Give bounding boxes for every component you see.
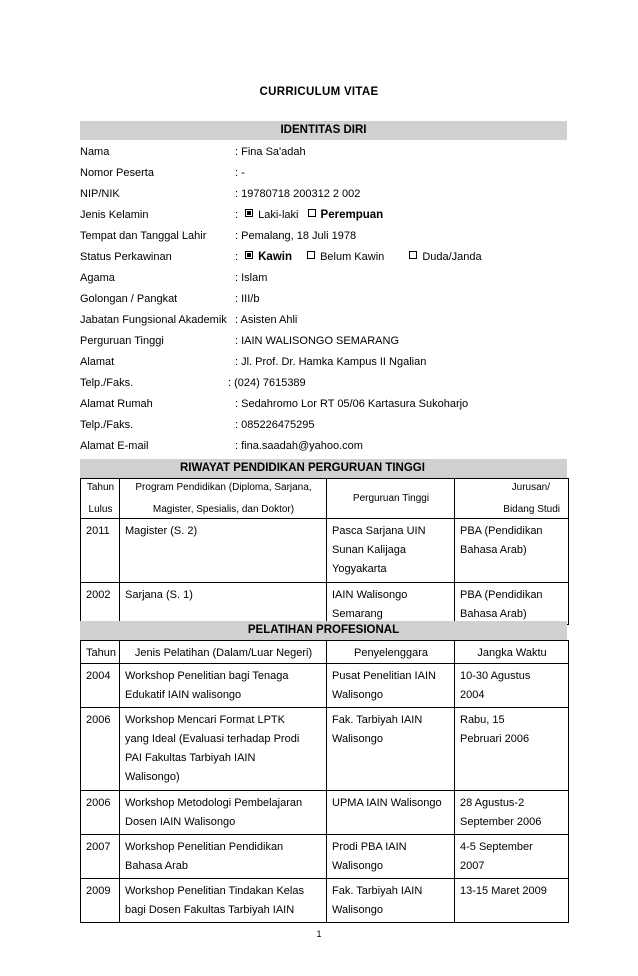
cell-waktu: Rabu, 15 Pebruari 2006 (455, 708, 569, 791)
cell-jurusan: PBA (Pendidikan Bahasa Arab) (455, 583, 569, 625)
id-row-telp-kantor (80, 373, 567, 394)
header-program: Program Pendidikan (Diploma, Sarjana, Magister, Spesialis, dan Doktor) (120, 479, 327, 519)
id-row-jenis-kelamin (80, 205, 567, 226)
identitas-list (80, 142, 567, 457)
gender-option-laki-laki: Laki-laki (245, 205, 298, 226)
id-value: : Jl. Prof. Dr. Hamka Kampus II Ngalian (235, 356, 427, 368)
id-value: : 19780718 200312 2 002 (235, 188, 361, 200)
cell-jurusan: PBA (Pendidikan Bahasa Arab) (455, 519, 569, 583)
cell-jenis: Workshop Penelitian Tindakan Kelas bagi Dosen Fakultas Tarbiyah IAIN (120, 879, 327, 923)
cell-penyelenggara: UPMA IAIN Walisongo (327, 791, 455, 835)
id-value: : fina.saadah@yahoo.com (235, 440, 363, 452)
id-row-perguruan-tinggi (80, 331, 567, 352)
pendidikan-heading: RIWAYAT PENDIDIKAN PERGURUAN TINGGI (80, 459, 567, 478)
id-label: NIP/NIK (80, 188, 120, 200)
cell-tahun: 2009 (81, 879, 120, 923)
cell-tahun: 2004 (81, 664, 120, 708)
table-row (81, 879, 569, 923)
cell-waktu: 13-15 Maret 2009 (455, 879, 569, 923)
id-value: : 085226475295 (235, 419, 315, 431)
identitas-heading: IDENTITAS DIRI (80, 121, 567, 140)
id-label: Status Perkawinan (80, 251, 172, 263)
gender-option-perempuan: Perempuan (308, 205, 384, 226)
cell-jenis: Workshop Metodologi Pembelajaran Dosen IAIN Walisongo (120, 791, 327, 835)
marital-option-belum-kawin: Belum Kawin (307, 247, 384, 268)
id-label: Nomor Peserta (80, 167, 154, 179)
marital-option-duda-janda: Duda/Janda (409, 247, 481, 268)
table-row (81, 791, 569, 835)
header-tahun: Tahun (81, 641, 120, 664)
cell-waktu: 4-5 September 2007 (455, 835, 569, 879)
header-tahun-lulus: Tahun Lulus (81, 479, 120, 519)
id-label: Nama (80, 146, 110, 158)
checkbox-icon (245, 209, 253, 217)
cell-tahun: 2006 (81, 791, 120, 835)
id-label: Alamat Rumah (80, 398, 153, 410)
pelatihan-table (80, 640, 569, 923)
id-value: : Fina Sa'adah (235, 146, 306, 158)
id-row-nip (80, 184, 567, 205)
header-jurusan: Jurusan/ Bidang Studi (455, 479, 569, 519)
id-row-alamat (80, 352, 567, 373)
table-row (81, 519, 569, 583)
id-value: : Sedahromo Lor RT 05/06 Kartasura Sukoharjo (235, 398, 469, 410)
page-number: 1 (316, 929, 322, 939)
cell-perguruan-tinggi: IAIN Walisongo Semarang (327, 583, 455, 625)
id-label: Telp./Faks. (80, 419, 134, 431)
cell-penyelenggara: Fak. Tarbiyah IAIN Walisongo (327, 708, 455, 791)
cell-jenis: Workshop Mencari Format LPTK yang Ideal (Evaluasi terhadap Prodi PAI Fakultas Tarbiyah IAIN Walisongo) (120, 708, 327, 791)
id-label: Jabatan Fungsional Akademik (80, 314, 227, 326)
cell-tahun: 2011 (81, 519, 120, 583)
pelatihan-header-row (81, 641, 569, 664)
id-row-telp-rumah (80, 415, 567, 436)
id-row-nomor-peserta (80, 163, 567, 184)
id-row-ttl (80, 226, 567, 247)
id-row-status-perkawinan (80, 247, 567, 268)
cell-waktu: 28 Agustus-2 September 2006 (455, 791, 569, 835)
header-penyelenggara: Penyelenggara (327, 641, 455, 664)
gender-options (235, 205, 389, 226)
checkbox-icon (245, 251, 253, 259)
cell-tahun: 2006 (81, 708, 120, 791)
pendidikan-header-row (81, 479, 569, 519)
id-row-alamat-rumah (80, 394, 567, 415)
id-label: Alamat E-mail (80, 440, 149, 452)
checkbox-icon (307, 251, 315, 259)
document-title: CURRICULUM VITAE (259, 86, 379, 98)
cell-penyelenggara: Pusat Penelitian IAIN Walisongo (327, 664, 455, 708)
checkbox-icon (409, 251, 417, 259)
header-perguruan-tinggi: Perguruan Tinggi (327, 479, 455, 519)
cell-tahun: 2007 (81, 835, 120, 879)
id-value: : Islam (235, 272, 268, 284)
id-label: Perguruan Tinggi (80, 335, 164, 347)
id-value: : IAIN WALISONGO SEMARANG (235, 335, 400, 347)
id-label: Alamat (80, 356, 115, 368)
header-jangka-waktu: Jangka Waktu (455, 641, 569, 664)
cell-penyelenggara: Fak. Tarbiyah IAIN Walisongo (327, 879, 455, 923)
cell-jenis: Workshop Penelitian bagi Tenaga Edukatif IAIN walisongo (120, 664, 327, 708)
cell-program: Sarjana (S. 1) (120, 583, 327, 625)
cell-waktu: 10-30 Agustus 2004 (455, 664, 569, 708)
header-jenis-pelatihan: Jenis Pelatihan (Dalam/Luar Negeri) (120, 641, 327, 664)
table-row (81, 664, 569, 708)
id-label: Telp./Faks. (80, 377, 134, 389)
id-value: : III/b (235, 293, 260, 305)
cell-perguruan-tinggi: Pasca Sarjana UIN Sunan Kalijaga Yogyakarta (327, 519, 455, 583)
id-row-email (80, 436, 567, 457)
id-label: Golongan / Pangkat (80, 293, 178, 305)
colon: : (235, 209, 239, 221)
id-label: Tempat dan Tanggal Lahir (80, 230, 207, 242)
id-row-agama (80, 268, 567, 289)
table-row (81, 708, 569, 791)
id-row-jabatan (80, 310, 567, 331)
colon: : (235, 251, 239, 263)
cell-penyelenggara: Prodi PBA IAIN Walisongo (327, 835, 455, 879)
table-row (81, 835, 569, 879)
id-row-nama (80, 142, 567, 163)
pelatihan-heading: PELATIHAN PROFESIONAL (80, 621, 567, 640)
cell-jenis: Workshop Penelitian Pendidikan Bahasa Arab (120, 835, 327, 879)
id-label: Jenis Kelamin (80, 209, 149, 221)
marital-option-kawin: Kawin (245, 247, 292, 268)
checkbox-icon (308, 209, 316, 217)
id-value: : Pemalang, 18 Juli 1978 (235, 230, 357, 242)
id-row-golongan (80, 289, 567, 310)
id-value: : (024) 7615389 (228, 377, 306, 389)
cell-program: Magister (S. 2) (120, 519, 327, 583)
id-value: : - (235, 167, 245, 179)
marital-options (235, 247, 488, 268)
id-value: : Asisten Ahli (235, 314, 298, 326)
table-row (81, 583, 569, 625)
cell-tahun: 2002 (81, 583, 120, 625)
pendidikan-table (80, 478, 569, 625)
id-label: Agama (80, 272, 115, 284)
